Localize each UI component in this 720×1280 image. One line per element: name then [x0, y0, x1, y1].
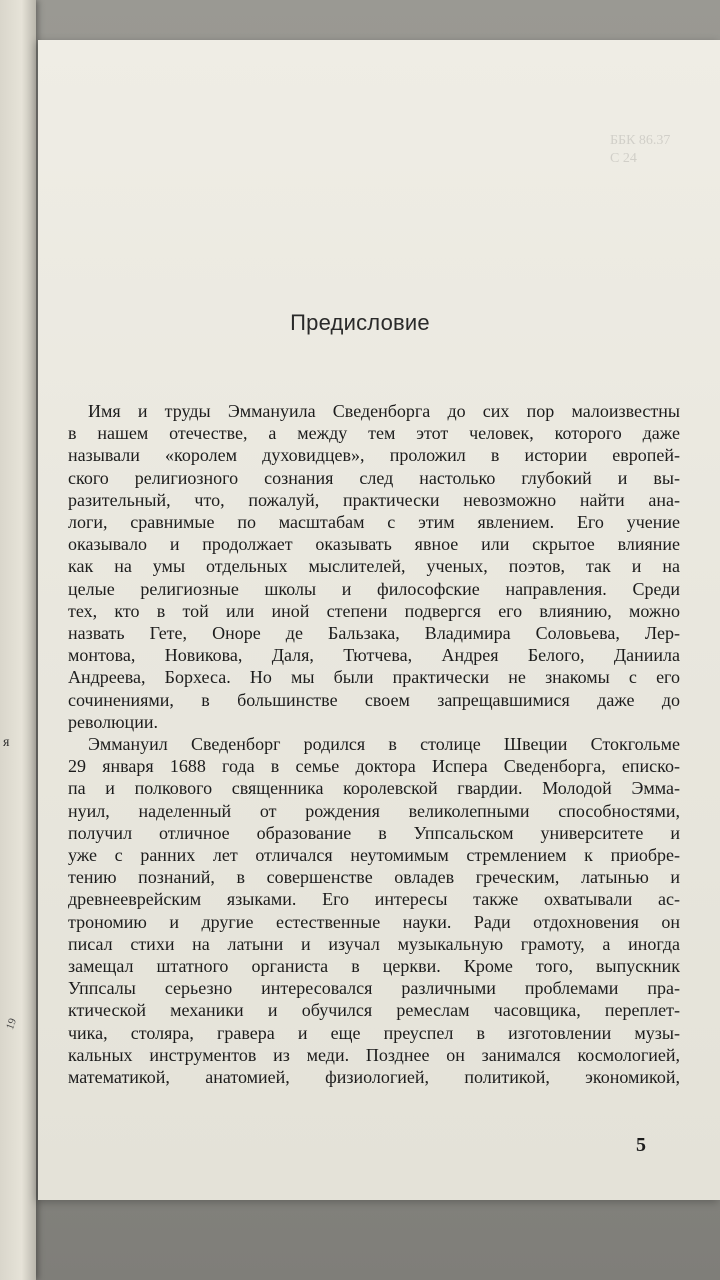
text-line: ского религиозного сознания след настолько глубокий и вы- — [68, 467, 680, 488]
text-line: целые религиозные школы и философские направления. Среди — [68, 578, 680, 599]
text-line: тению познаний, в совершенстве овладев греческим, латынью и — [68, 867, 680, 888]
text-line: разительный, что, пожалуй, практически невозможно найти ана- — [68, 489, 680, 510]
page-title: Предисловие — [290, 310, 430, 335]
text-line: кальных инструментов из меди. Позднее он занимался космологией, — [68, 1044, 680, 1065]
text-line: получил отличное образование в Уппсальском университете и — [68, 822, 680, 843]
text-line: 29 января 1688 года в семье доктора Испера Сведенборга, еписко- — [68, 756, 680, 777]
text-line: нуил, наделенный от рождения великолепными способностями, — [68, 800, 680, 821]
text-line: назвать Гете, Оноре де Бальзака, Владимира Соловьева, Лер- — [68, 623, 680, 644]
bleed-through-text: ББК 86.37 С 24 — [610, 133, 671, 166]
text-line: Уппсалы серьезно интересовался различными проблемами пра- — [68, 978, 680, 999]
previous-page-edge — [0, 0, 36, 1280]
text-line: па и полкового священника королевской гвардии. Молодой Эмма- — [68, 778, 680, 799]
text-line: чика, столяра, гравера и еще преуспел в изготовлении музы- — [68, 1022, 680, 1043]
text-line: называли «королем духовидцев», проложил в истории европей- — [68, 445, 680, 466]
text-line: как на умы отдельных мыслителей, ученых, поэтов, так и на — [68, 556, 680, 577]
text-line: замещал штатного органиста в церкви. Кроме того, выпускник — [68, 956, 680, 977]
text-line: Андреева, Борхеса. Но мы были практически не знакомы с его — [68, 667, 680, 688]
text-line: сочинениями, в большинстве своем запрещавшимися даже до — [68, 689, 680, 710]
text-line: оказывало и продолжает оказывать явное или скрытое влияние — [68, 534, 680, 555]
text-line: трономию и другие естественные науки. Ради отдохновения он — [68, 911, 680, 932]
text-line: Имя и труды Эммануила Сведенборга до сих пор малоизвестны — [88, 401, 680, 421]
text-line: уже с ранних лет отличался неутомимым стремлением к приобре- — [68, 845, 680, 866]
margin-fragment-year: 19 — [3, 1016, 20, 1032]
text-line: революции. — [68, 711, 158, 732]
text-line: древнееврейским языками. Его интересы также охватывали ас- — [68, 889, 680, 910]
text-line: тех, кто в той или иной степени подвергся его влиянию, можно — [68, 600, 680, 621]
text-line: Эммануил Сведенборг родился в столице Швеции Стокгольме — [88, 734, 680, 755]
text-line: в нашем отечестве, а между тем этот человек, которого даже — [68, 423, 680, 444]
text-line: монтова, Новикова, Даля, Тютчева, Андрея Белого, Даниила — [68, 645, 680, 666]
text-line: ктической механики и обучился ремеслам часовщика, переплет- — [68, 1000, 680, 1021]
text-line: логи, сравнимые по масштабам с этим явлением. Его учение — [68, 512, 680, 533]
page-number: 5 — [636, 1134, 646, 1156]
body-text — [68, 400, 680, 1088]
margin-fragment: я — [3, 735, 10, 750]
text-line: писал стихи на латыни и изучал музыкальную грамоту, а иногда — [68, 933, 680, 954]
text-line: математикой, анатомией, физиологией, политикой, экономикой, — [68, 1067, 680, 1088]
